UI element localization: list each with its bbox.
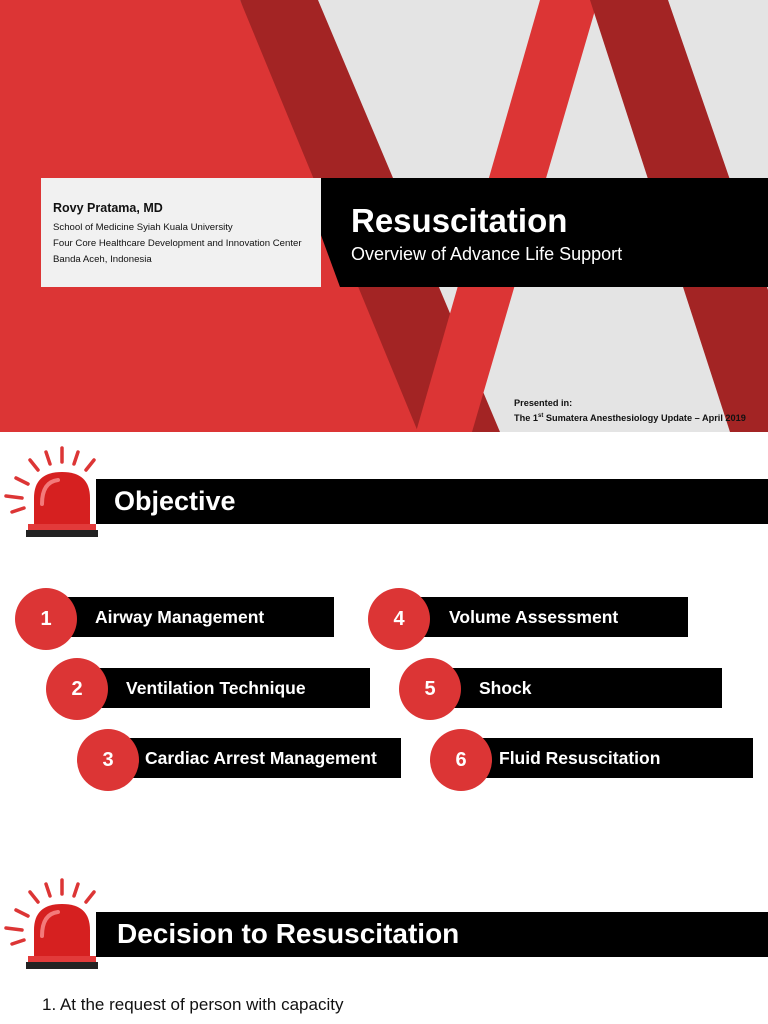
- objective-number-badge: 1: [15, 588, 77, 650]
- objective-bar: [108, 738, 401, 778]
- presentation-subtitle: Overview of Advance Life Support: [351, 244, 623, 264]
- objective-bar: [462, 738, 753, 778]
- title-slide: [0, 0, 768, 432]
- affiliation-line: Four Core Healthcare Development and Innovation Center: [53, 238, 302, 249]
- objective-number-badge: 2: [46, 658, 108, 720]
- presented-event-name: Sumatera Anesthesiology Update – April 2019: [543, 413, 746, 424]
- siren-icon: [2, 876, 100, 970]
- siren-icon: [2, 444, 100, 538]
- presented-label: Presented in:: [514, 398, 573, 408]
- objective-number-badge: 5: [399, 658, 461, 720]
- objective-label: Cardiac Arrest Management: [145, 748, 377, 768]
- objective-bar: [400, 597, 688, 637]
- presented-event-sup: st: [538, 413, 544, 419]
- objective-number-badge: 4: [368, 588, 430, 650]
- presented-in-note: [514, 397, 746, 425]
- objective-number-badge: 6: [430, 729, 492, 791]
- section-title: Objective: [114, 486, 236, 516]
- objective-number-badge: 3: [77, 729, 139, 791]
- objective-label: Airway Management: [95, 607, 265, 627]
- objective-label: Volume Assessment: [449, 607, 619, 627]
- list-item: 1. At the request of person with capacity: [42, 995, 344, 1014]
- objective-bar: [46, 597, 334, 637]
- title-banner: [300, 178, 768, 287]
- objective-label: Shock: [479, 678, 532, 698]
- objective-label: Ventilation Technique: [126, 678, 306, 698]
- presented-event-prefix: The 1: [514, 413, 538, 424]
- affiliation-line: Banda Aceh, Indonesia: [53, 254, 152, 265]
- section-title: Decision to Resuscitation: [117, 918, 460, 949]
- author-name: Rovy Pratama, MD: [53, 201, 163, 215]
- objective-bar: [430, 668, 722, 708]
- author-info-box: [41, 178, 321, 287]
- objective-label: Fluid Resuscitation: [499, 748, 661, 768]
- objective-bar: [77, 668, 370, 708]
- affiliation-line: School of Medicine Syiah Kuala University: [53, 222, 233, 233]
- presentation-title: Resuscitation: [351, 202, 568, 239]
